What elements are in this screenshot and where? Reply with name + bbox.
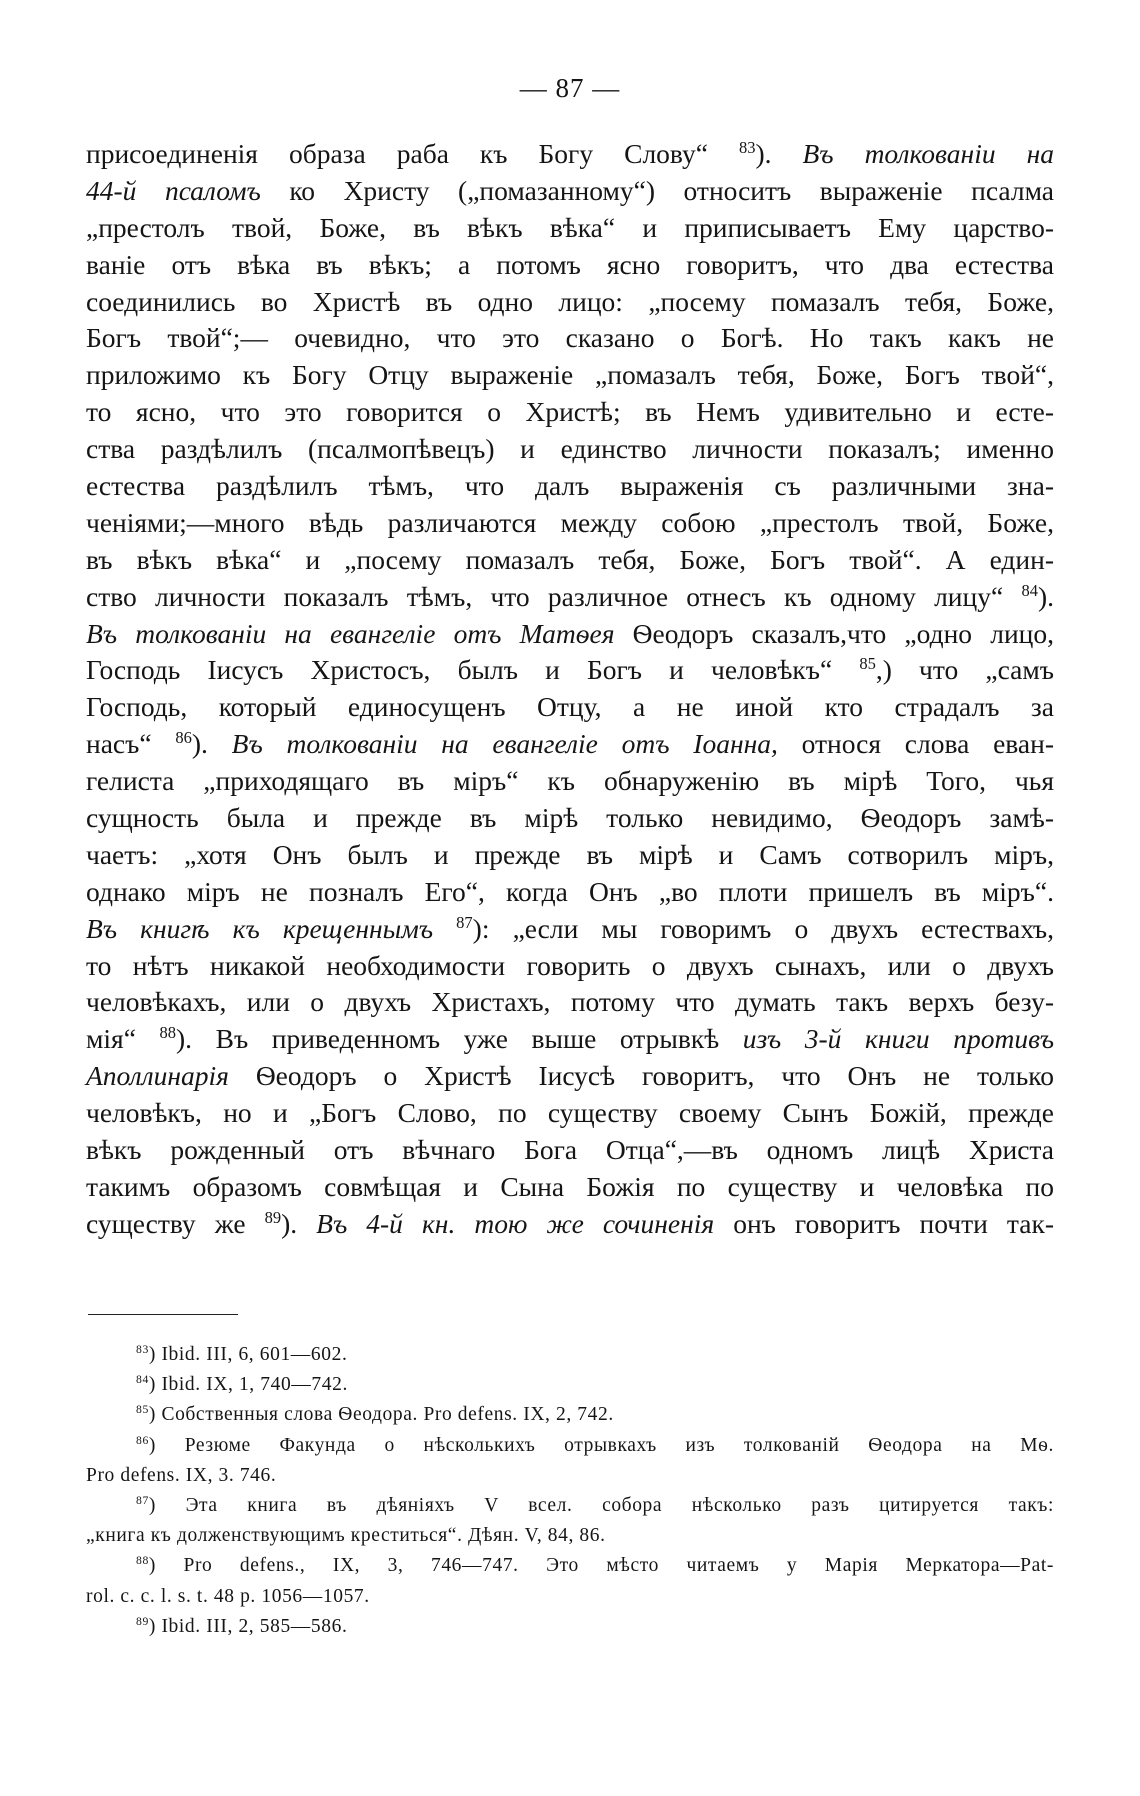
footnote-divider: [88, 1314, 238, 1315]
text-line: насъ“ $^{86}$). Въ толкованіи на евангеліе отъ Іоанна, относя слова еван-: [86, 728, 1054, 760]
text-line: такимъ образомъ совмѣщая и Сына Божія по существу и человѣка по: [86, 1170, 1054, 1202]
text-line: „престолъ твой, Боже, въ вѣкъ вѣка“ и приписываетъ Ему царство-: [86, 211, 1054, 243]
text-line: Богъ твой“;— очевидно, что это сказано о Богѣ. Но такъ какъ не: [86, 322, 1054, 354]
text-line: приложимо къ Богу Отцу выраженіе „помазалъ тебя, Боже, Богъ твой“,: [86, 359, 1054, 391]
text-line: Господь Іисусъ Христосъ, былъ и Богъ и человѣкъ“ $^{85}$,) что „самъ: [86, 654, 1054, 686]
text-line: въ вѣкъ вѣка“ и „посему помазалъ тебя, Боже, Богъ твой“. А един-: [86, 543, 1054, 575]
text-line: Господь, который единосущенъ Отцу, а не иной кто страдалъ за: [86, 691, 1054, 723]
text-line: существу же $^{89}$). Въ 4-й кн. тою же сочиненія онъ говоритъ почти так-: [86, 1207, 1054, 1239]
footnote-line: $^{87}$) Эта книга въ дѣяніяхъ V всел. собора нѣсколько разъ цитируется такъ:: [136, 1493, 1054, 1516]
text-line: человѣкъ, но и „Богъ Слово, по существу своему Сынъ Божій, прежде: [86, 1097, 1054, 1129]
footnote-line: Pro defens. IX, 3. 746.: [86, 1464, 277, 1486]
text-line: ваніе отъ вѣка въ вѣкъ; а потомъ ясно говоритъ, что два естества: [86, 248, 1054, 280]
text-line: ченіями;—много вѣдь различаются между собою „престолъ твой, Боже,: [86, 506, 1054, 538]
footnote-line: $^{83}$) Ibid. III, 6, 601—602.: [136, 1342, 348, 1365]
text-line: мія“ $^{88}$). Въ приведенномъ уже выше отрывкѣ изъ 3-й книги противъ: [86, 1023, 1054, 1055]
text-line: 44-й псаломъ ко Христу („помазанному“) относитъ выраженіе псалма: [86, 174, 1054, 206]
footnotes: [86, 1340, 1054, 1642]
page-number: — 87 —: [519, 73, 621, 103]
text-line: Въ книгѣ къ крещеннымъ $^{87}$): „если мы говоримъ о двухъ естествахъ,: [86, 912, 1055, 944]
text-line: то нѣтъ никакой необходимости говорить о двухъ сынахъ, или о двухъ: [86, 949, 1054, 981]
text-line: Аполлинарія Ѳеодоръ о Христѣ Іисусѣ говоритъ, что Онъ не только: [86, 1060, 1054, 1092]
text-line: чаетъ: „хотя Онъ былъ и прежде въ мірѣ и Самъ сотворилъ міръ,: [86, 838, 1054, 870]
text-line: ство личности показалъ тѣмъ, что различное отнесъ къ одному лицу“ $^{84}$).: [86, 580, 1054, 612]
footnote-line: $^{85}$) Собственныя слова Ѳеодора. Pro defens. IX, 2, 742.: [136, 1403, 614, 1426]
text-line: то ясно, что это говорится о Христѣ; въ Немъ удивительно и есте-: [86, 396, 1054, 428]
text-line: присоединенія образа раба къ Богу Слову“ $^{83}$). Въ толкованіи на: [86, 138, 1054, 169]
text-line: ства раздѣлилъ (псалмопѣвецъ) и единство личности показалъ; именно: [86, 433, 1054, 465]
text-line: соединились во Христѣ въ одно лицо: „посему помазалъ тебя, Боже,: [86, 285, 1054, 317]
text-line: вѣкъ рожденный отъ вѣчнаго Бога Отца“,—въ одномъ лицѣ Христа: [86, 1134, 1054, 1166]
main-text: [86, 136, 1054, 1243]
footnote-line: $^{88}$) Pro defens., IX, 3, 746—747. Это мѣсто читаемъ у Марія Меркатора—Pat-: [136, 1554, 1054, 1577]
footnote-line: rol. c. c. l. s. t. 48 p. 1056—1057.: [86, 1585, 370, 1607]
text-line: гелиста „приходящаго въ міръ“ къ обнаруженію въ мірѣ Того, чья: [86, 765, 1054, 797]
text-line: Въ толкованіи на евангеліе отъ Матѳея Ѳеодоръ сказалъ,что „одно лицо,: [86, 617, 1054, 649]
footnote-line: $^{89}$) Ibid. III, 2, 585—586.: [136, 1614, 348, 1637]
footnote-line: $^{86}$) Резюме Факунда о нѣсколькихъ отрывкахъ изъ толкованій Ѳеодора на Мѳ.: [136, 1433, 1054, 1456]
text-line: сущность была и прежде въ мірѣ только невидимо, Ѳеодоръ замѣ-: [86, 802, 1054, 834]
text-line: человѣкахъ, или о двухъ Христахъ, потому что думать такъ верхъ безу-: [86, 986, 1054, 1018]
text-line: однако міръ не позналъ Его“, когда Онъ „во плоти пришелъ въ міръ“.: [86, 875, 1054, 907]
footnote-line: „книга къ долженствующимъ креститься“. Дѣян. V, 84, 86.: [86, 1525, 606, 1547]
footnote-line: $^{84}$) Ibid. IX, 1, 740—742.: [136, 1373, 348, 1396]
text-line: естества раздѣлилъ тѣмъ, что далъ выраженія съ различными зна-: [86, 470, 1054, 502]
